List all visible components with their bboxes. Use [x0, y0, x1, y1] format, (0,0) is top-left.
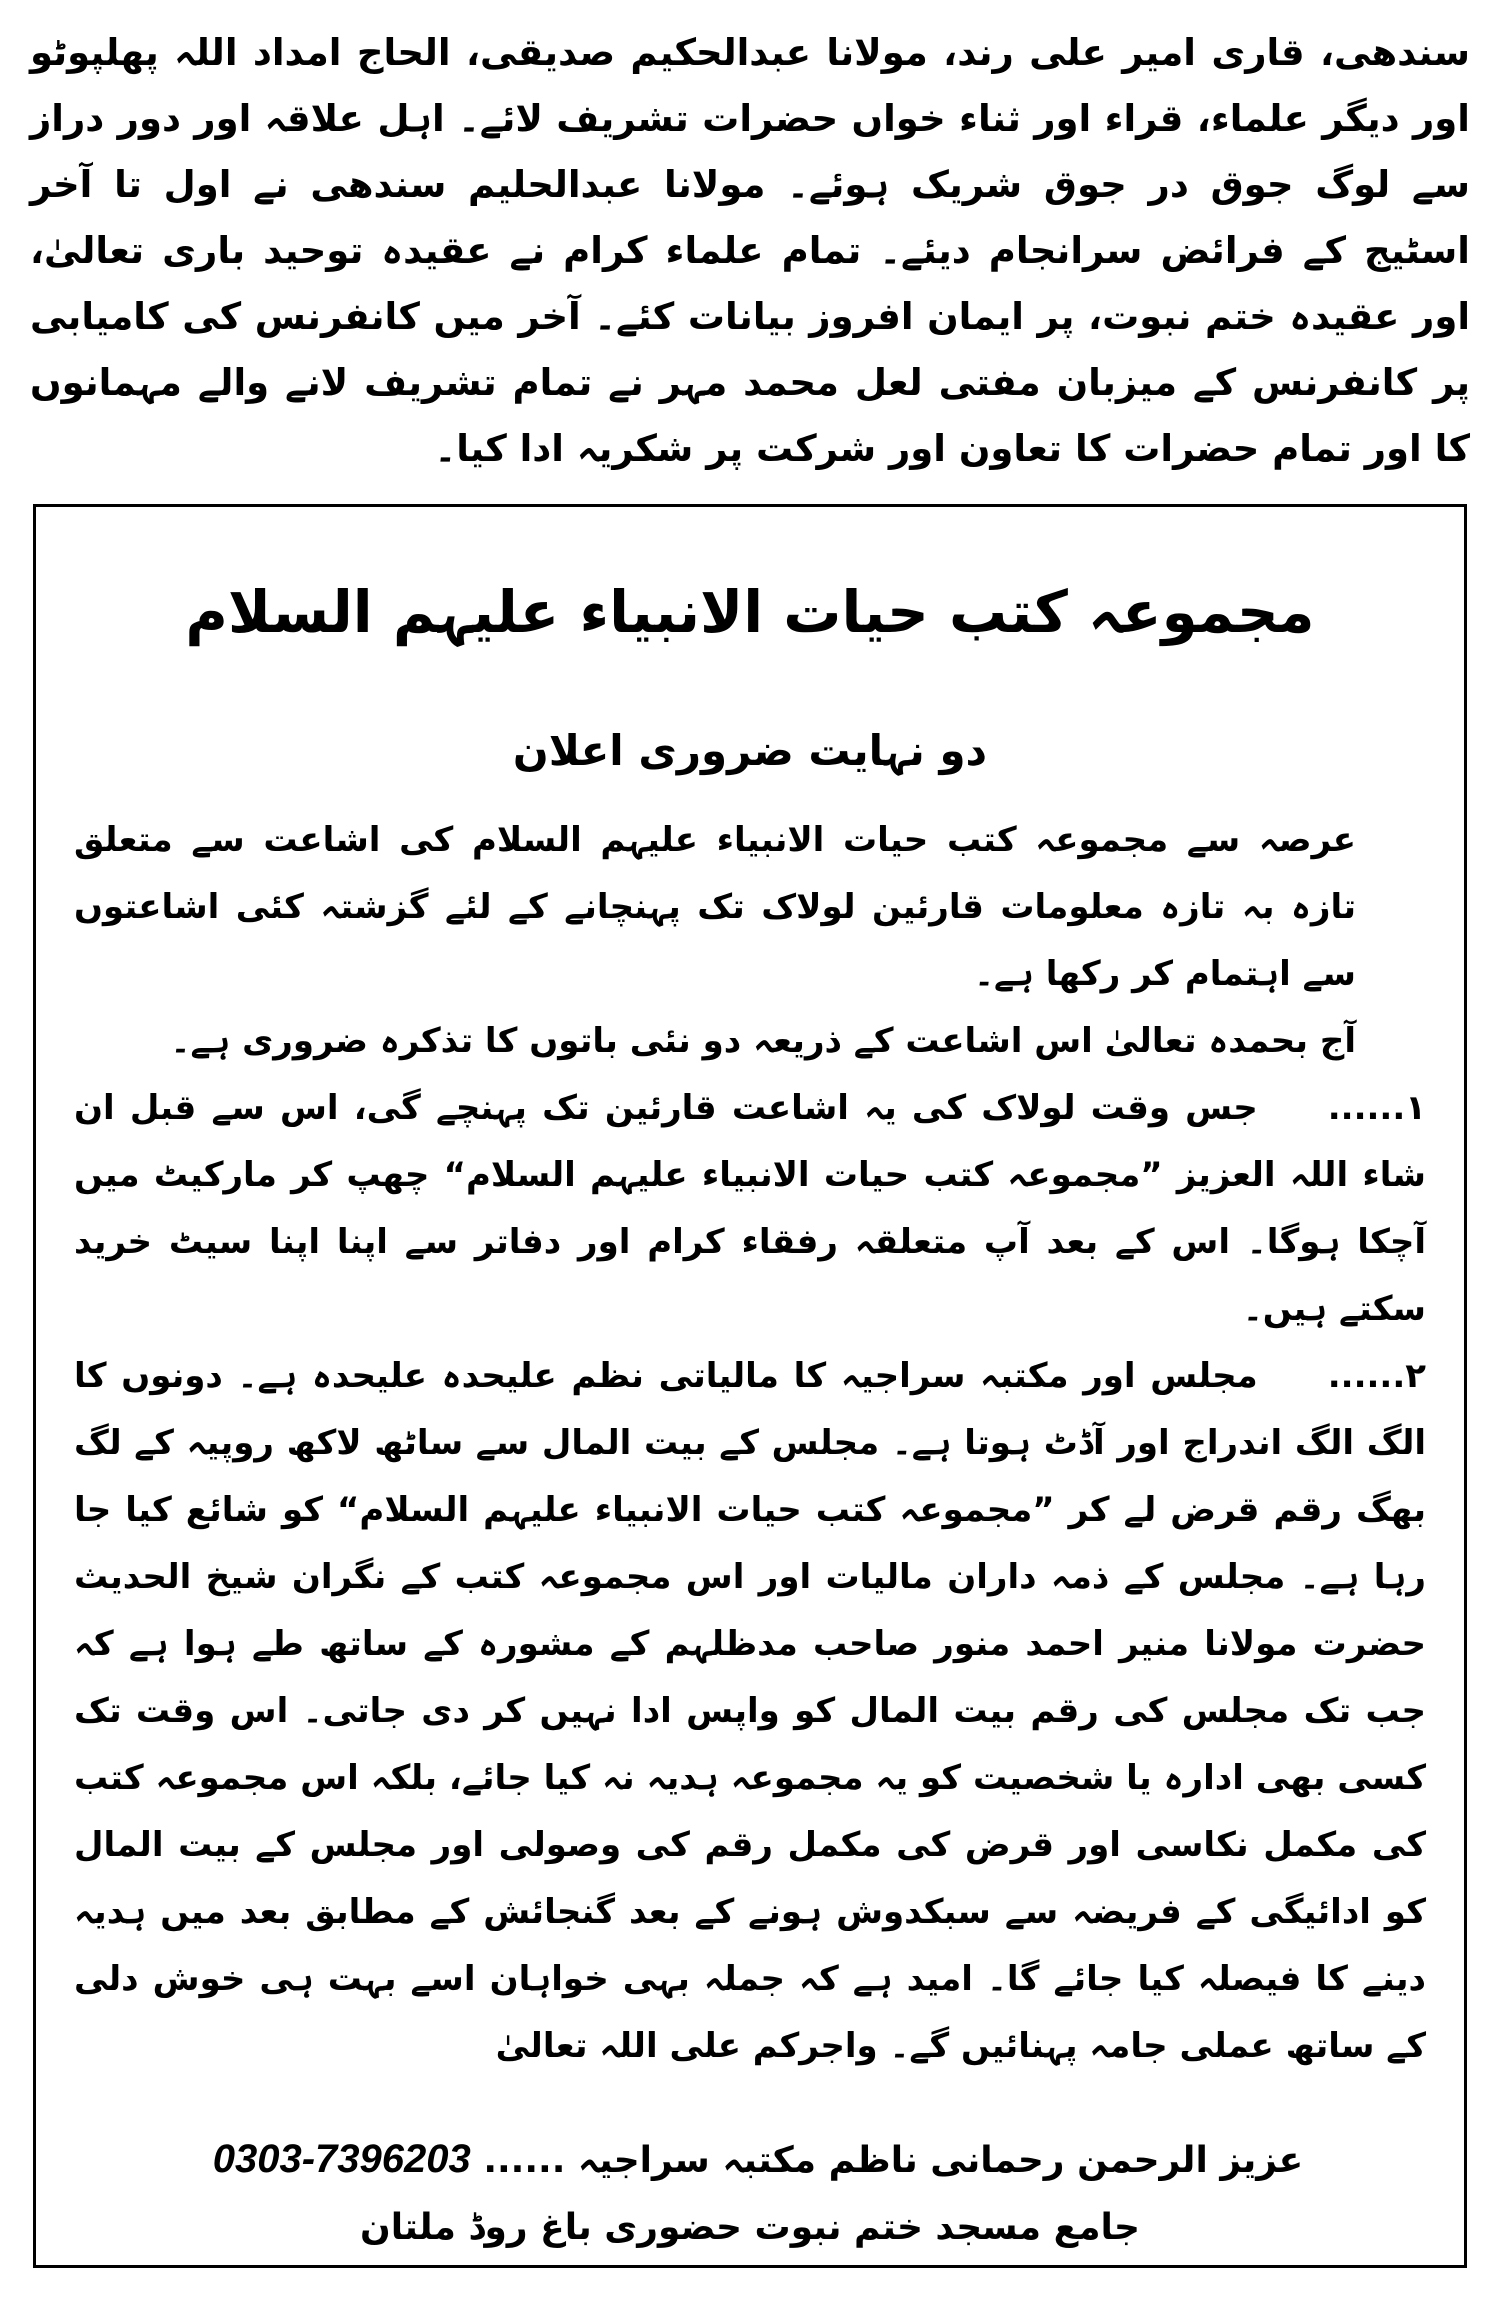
intro-paragraph: سندھی، قاری امیر علی رند، مولانا عبدالحکیم صدیقی، الحاج امداد اللہ پھلپوٹو اور دیگر علماء، قراء اور ثناء خواں حضرات تشریف لائے۔ اہل علاقہ اور دور دراز سے لوگ جوق در جوق شریک ہوئے۔ مولانا عبدالحلیم سندھی نے اول تا آخر اسٹیج کے فرائض سرانجام دیئے۔ تمام علماء کرام نے عقیدہ توحید باری تعالیٰ، اور عقیدہ ختم نبوت، پر ایمان افروز بیانات کئے۔ آخر میں کانفرنس کی کامیابی پر کانفرنس کے میزبان مفتی لعل محمد مہر نے تمام تشریف لانے والے مہمانوں کا اور تمام حضرات کا تعاون اور شرکت پر شکریہ ادا کیا۔ — [30, 31, 1470, 470]
item-1-text: جس وقت لولاک کی یہ اشاعت قارئین تک پہنچے گی، اس سے قبل ان شاء اللہ العزیز ”مجموعہ کتب حیات الانبیاء علیہم السلام“ چھپ کر مارکیٹ میں آچکا ہوگا۔ اس کے بعد آپ متعلقہ رفقاء کرام اور دفاتر سے اپنا اپنا سیٹ خرید سکتے ہیں۔ — [74, 1088, 1426, 1329]
signature-name: عزیز الرحمن رحمانی ناظم مکتبہ سراجیہ ...... — [483, 2140, 1304, 2181]
address-line: جامع مسجد ختم نبوت حضوری باغ روڈ ملتان — [360, 2207, 1140, 2248]
item-2-number: ۲...... — [1327, 1356, 1426, 1396]
notice-paragraph-1: عرصہ سے مجموعہ کتب حیات الانبیاء علیہم السلام کی اشاعت سے متعلق تازہ بہ تازہ معلومات قارئین لولاک تک پہنچانے کے لئے گزشتہ کئی اشاعتوں سے اہتمام کر رکھا ہے۔ — [74, 820, 1356, 994]
notice-item-1 — [74, 1075, 1426, 1343]
signature-line — [36, 2137, 1464, 2182]
notice-body — [74, 807, 1426, 2080]
notice-title: مجموعہ کتب حیات الانبیاء علیہم السلام — [185, 578, 1315, 646]
phone-number: 0303-7396203 — [212, 2137, 471, 2181]
item-1-number: ۱...... — [1327, 1088, 1426, 1128]
item-2-text: مجلس اور مکتبہ سراجیہ کا مالیاتی نظم علیحدہ علیحدہ ہے۔ دونوں کا الگ الگ اندراج اور آڈٹ ہوتا ہے۔ مجلس کے بیت المال سے ساٹھ لاکھ روپیہ کے لگ بھگ رقم قرض لے کر ”مجموعہ کتب حیات الانبیاء علیہم السلام“ کو شائع کیا جا رہا ہے۔ مجلس کے ذمہ داران مالیات اور اس مجموعہ کتب کے نگران شیخ الحدیث حضرت مولانا منیر احمد منور صاحب مدظلہم کے مشورہ کے ساتھ طے ہوا ہے کہ جب تک مجلس کی رقم بیت المال کو واپس ادا نہیں کر دی جاتی۔ اس وقت تک کسی بھی ادارہ یا شخصیت کو یہ مجموعہ ہدیہ نہ کیا جائے، بلکہ اس مجموعہ کتب کی مکمل نکاسی اور قرض کی مکمل رقم کی وصولی اور مجلس کے بیت المال کو ادائیگی کے فریضہ سے سبکدوش ہونے کے بعد گنجائش کے مطابق بعد میں ہدیہ دینے کا فیصلہ کیا جائے گا۔ امید ہے کہ جملہ بہی خواہان اسے بہت ہی خوش دلی کے ساتھ عملی جامہ پہنائیں گے۔ واجرکم علی اللہ تعالیٰ — [74, 1356, 1426, 2066]
notice-subtitle: دو نہایت ضروری اعلان — [512, 726, 988, 775]
notice-item-2 — [74, 1343, 1426, 2080]
notice-paragraph-2: آج بحمدہ تعالیٰ اس اشاعت کے ذریعہ دو نئی باتوں کا تذکرہ ضروری ہے۔ — [170, 1021, 1356, 1061]
notice-box — [33, 504, 1467, 2268]
